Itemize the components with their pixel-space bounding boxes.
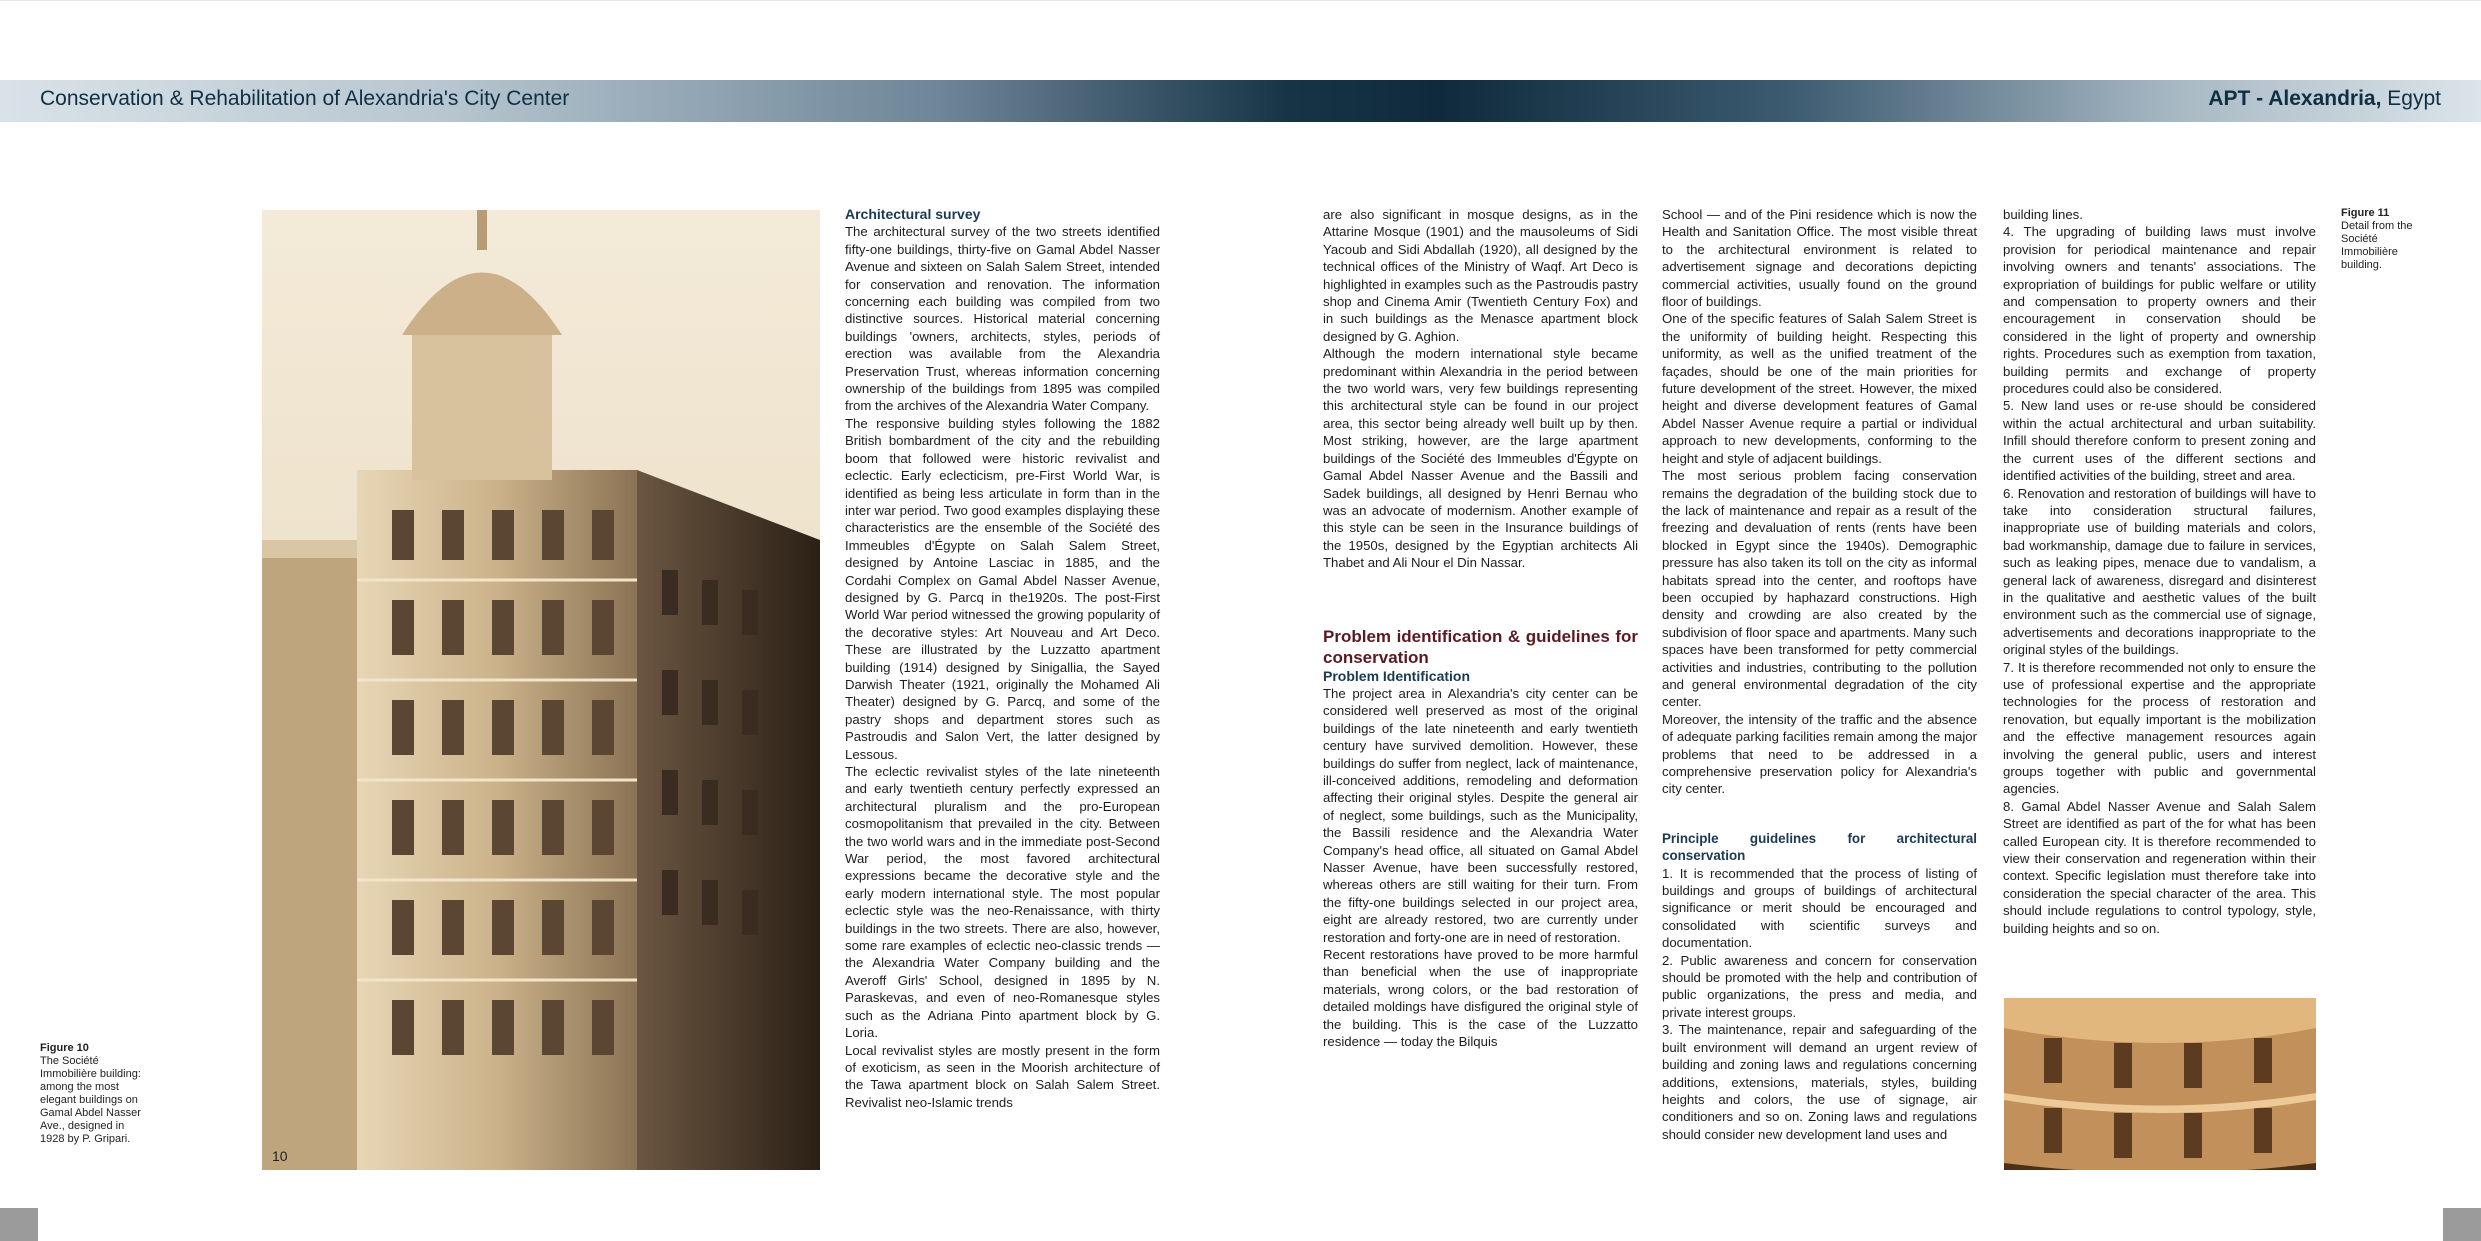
paragraph: One of the specific features of Salah Salem Street is the uniformity of building height. Respecting this uniformity, as well as the unified treatment of the façades, should be one of the main priorities for future development of the street. However, the mixed height and diverse development features of Gamal Abdel Nasser Avenue require a partial or individual approach to new developments, conforming to the height and style of adjacent buildings. [1662, 311, 1977, 466]
subsection-title-principle-guidelines: Principle guidelines for architectural conservation [1662, 830, 1977, 864]
paragraph: 5. New land uses or re-use should be considered within the actual architectural and urban suitability. Infill should therefore conform to present zoning and the current uses of the different sections and identified activities of the building, street and area. [2003, 398, 2316, 484]
detail-photo [2004, 998, 2316, 1170]
column-1 [845, 206, 1160, 1111]
paragraph: The responsive building styles following the 1882 British bombardment of the city and the rebuilding boom that followed were historic revivalist and eclectic. Early eclecticism, pre-First World War, is identified as being less articulate in form than in the inter war period. Two good examples displaying these characteristics are the ensemble of the Société des Immeubles d'Égypte on Salah Salem Street, designed by Antoine Lasciac in 1885, and the Cordahi Complex on Gamal Abdel Nasser Avenue, designed by G. Parcq in the1920s. The post-First World War period witnessed the growing popularity of the decorative styles: Art Nouveau and Art Deco. These are illustrated by the Luzzatto apartment building (1914) designed by Sinigallia, the Sayed Darwish Theater (1921, originally the Mohamed Ali Theater) designed by G. Parcq, and some of the pastry shops and department stores such as Pastroudis and Salon Vert, the latter designed by Lessous. [845, 415, 1160, 762]
paragraph: building lines. [2003, 207, 2083, 222]
figure-10-caption [40, 1042, 150, 1146]
header-location [2208, 87, 2441, 111]
paragraph: The eclectic revivalist styles of the late nineteenth and early twentieth century perfectly expressed an architectural pluralism and the pro-European cosmopolitanism that prevailed in the city. Between the two world wars and in the immediate post-Second War period, the most favored architectural expressions became the decorative style and the early modern international style. The most popular eclectic style was the neo-Renaissance, with thirty buildings in the two streets. There are also, however, some rare examples of eclectic neo-classic trends — the Alexandria Water Company building and the Averoff Girls' School, designed in 1895 by N. Paraskevas, and even of neo-Romanesque styles such as the Adriana Pinto apartment block by G. Loria. [845, 764, 1160, 1041]
detail-illustration [2004, 998, 2316, 1170]
header-location-country: Egypt [2381, 87, 2441, 110]
column-2 [1323, 206, 1638, 1050]
header-title: Conservation & Rehabilitation of Alexandria's City Center [40, 87, 570, 110]
paragraph: 6. Renovation and restoration of buildings will have to take into consideration structural failures, inappropriate use of building materials and colors, bad workmanship, damage due to failure in services, such as leaking pipes, menace due to vandalism, a general lack of awareness, disregard and disinterest in the qualitative and aesthetic values of the built environment such as the commercial use of signage, advertisements and decorations inappropriate to the original styles of the buildings. [2003, 485, 2316, 658]
paragraph: Although the modern international style became predominant within Alexandria in the period between the two world wars, very few buildings representing this architectural style can be found in our project area, this sector being already well built up by then. Most striking, however, are the large apartment buildings of the Société des Immeubles d'Égypte on Gamal Abdel Nasser Avenue and the Bassili and Sadek buildings, all designed by Henri Bernau who was an advocate of modernism. Another example of this style can be seen in the Insurance buildings of the 1950s, designed by the Egyptian architects Ali Thabet and Ali Nour el Din Nassar. [1323, 346, 1638, 571]
paragraph: 3. The maintenance, repair and safeguarding of the built environment will demand an urgent review of building and zoning laws and regulations concerning additions, extensions, materials, styles, building heights and colors, the use of signage, air conditioners and so on. Zoning laws and regulations should consider new development land uses and [1662, 1022, 1977, 1142]
top-rule [0, 0, 2481, 1]
paragraph: 1. It is recommended that the process of listing of buildings and groups of buildings of architectural significance or merit should be encouraged and consolidated with scientific surveys and documentation. [1662, 865, 1977, 951]
paragraph: The most serious problem facing conservation remains the degradation of the building stock due to the lack of maintenance and repair as a result of the freezing and devaluation of rents (rents have been blocked in Egypt since the 1940s). Demographic pressure has also taken its toll on the city as informal habitats spread into the center, and rooftops have been occupied by haphazard constructions. High density and crowding are also created by the subdivision of floor space and apartments. Many such spaces have been transformed for petty commercial activities and industries, contributing to the pollution and general environmental degradation of the city center. [1662, 468, 1977, 710]
paragraph: 8. Gamal Abdel Nasser Avenue and Salah Salem Street are identified as part of the for what has been called European city. It is therefore recommended to view their conservation and regeneration within their context. Specific legislation must therefore take into consideration the special character of the area. This should include regulations to control typology, style, building heights and so on. [2003, 798, 2316, 936]
figure-10-title: Figure 10 [40, 1042, 89, 1054]
figure-11-caption [2341, 207, 2421, 272]
paragraph: The project area in Alexandria's city center can be considered well preserved as most of the original buildings of the late nineteenth and early twentieth century have survived demolition. However, these buildings do suffer from neglect, lack of maintenance, ill-conceived additions, remodeling and deformation affecting their original styles. Despite the general air of neglect, some buildings, such as the Municipality, the Bassili residence and the Alexandria Water Company's head office, all situated on Gamal Abdel Nasser Avenue, have been successfully restored, whereas others are still waiting for their turn. From the fifty-one buildings selected in our project area, eight are already restored, two are currently under restoration and forty-one are in need of restoration. [1323, 685, 1638, 945]
figure-11-title: Figure 11 [2341, 207, 2390, 219]
page-corner-right [2443, 1208, 2481, 1241]
section-title-problem-identification: Problem identification & guidelines for conservation [1323, 626, 1638, 667]
paragraph: 2. Public awareness and concern for conservation should be promoted with the help and contribution of public organizations, the press and media, and private interest groups. [1662, 952, 1977, 1020]
paragraph: 7. It is therefore recommended not only to ensure the use of professional expertise and the appropriate technologies for the process of restoration and renovation, but equally important is the mobilization and the effective management resources again involving the general public, users and interest groups together with public and governmental agencies. [2003, 659, 2316, 797]
paragraph: 4. The upgrading of building laws must involve provision for periodical maintenance and repair involving owners and tenants' associations. The expropriation of buildings for public welfare or utility and compensation to property owners and their encouragement in conservation should be considered in the light of property and ownership rights. Procedures such as exemption from taxation, building permits and exchange of property procedures could also be considered. [2003, 224, 2316, 397]
page-corner-left [0, 1208, 38, 1241]
figure-11-text: Detail from the Société Immobilière building. [2341, 220, 2413, 271]
figure-10-text: The Société Immobilière building: among the most elegant buildings on Gamal Abdel Nasser Ave., designed in 1928 by P. Gripari. [40, 1055, 141, 1145]
column-4 [2003, 206, 2316, 937]
paragraph: are also significant in mosque designs, as in the Attarine Mosque (1901) and the mausoleums of Sidi Yacoub and Sidi Abdallah (1920), all designed by the technical offices of the Ministry of Waqf. Art Deco is highlighted in examples such as the Pastroudis pastry shop and Cinema Amir (Twentieth Century Fox) and in such buildings as the Menasce apartment block designed by G. Aghion. [1323, 207, 1638, 344]
paragraph: School — and of the Pini residence which is now the Health and Sanitation Office. The most visible threat to the architectural environment is related to advertisement signage and decorations depicting commercial activities, usually found on the ground floor of buildings. [1662, 207, 1977, 310]
paragraph: The architectural survey of the two streets identified fifty-one buildings, thirty-five on Gamal Abdel Nasser Avenue and sixteen on Salah Salem Street, intended for conservation and renovation. The information concerning each building was compiled from two distinctive sources. Historical material concerning buildings 'owners, architects, styles, periods of erection was available from the Alexandria Preservation Trust, whereas information concerning ownership of the buildings from 1895 was compiled from the archives of the Alexandria Water Company. [845, 224, 1160, 414]
column-3 [1662, 206, 1977, 1143]
section-heading-architectural-survey: Architectural survey [845, 206, 981, 222]
paragraph: Recent restorations have proved to be more harmful than beneficial when the use of inappropriate materials, wrong colors, or the bad restoration of detailed moldings have disfigured the original style of the building. This is the case of the Luzzatto residence — today the Bilquis [1323, 947, 1638, 1050]
building-photo [262, 210, 820, 1170]
subsection-title-problem-identification: Problem Identification [1323, 667, 1471, 684]
building-illustration [262, 210, 820, 1170]
photo-number: 10 [272, 1148, 288, 1164]
paragraph: Local revivalist styles are mostly present in the form of exoticism, as seen in the Moorish architecture of the Tawa apartment block on Salah Salem Street. Revivalist neo-Islamic trends [845, 1042, 1160, 1110]
paragraph: Moreover, the intensity of the traffic and the absence of adequate parking facilities remain among the major problems that need to be addressed in a comprehensive preservation policy for Alexandria's city center. [1662, 711, 1977, 797]
header-location-bold: APT - Alexandria, [2208, 87, 2382, 110]
